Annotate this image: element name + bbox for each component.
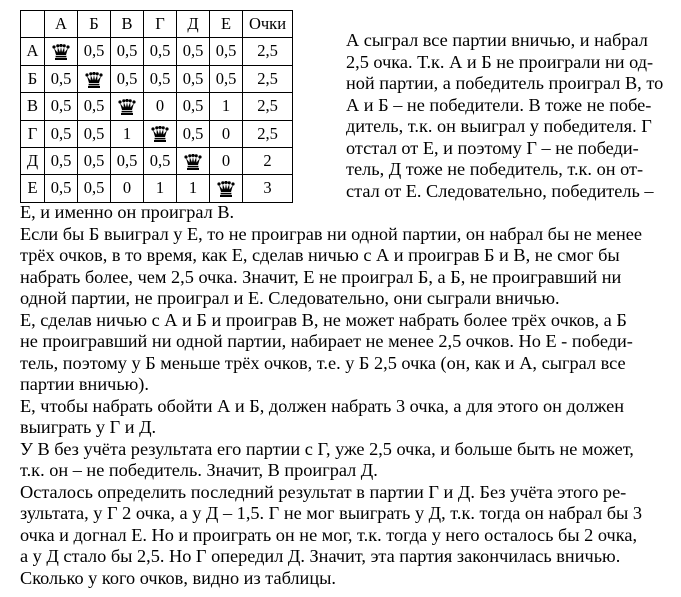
text-line: трёх очков, в то время, как Е, сделав ничью с А и проиграв Б и В, не смог бы — [20, 245, 620, 265]
table-header-cell — [21, 11, 45, 38]
table-row — [21, 38, 293, 65]
table-header-cell: А — [45, 11, 78, 38]
chess-queen-icon — [151, 126, 169, 142]
text-line: Сколько у кого очков, видно из таблицы. — [20, 567, 336, 588]
text-line: Осталось определить последний результат в партии Г и Д. Без учёта этого ре- — [20, 481, 627, 502]
table-cell: 0,5 — [177, 65, 210, 92]
text-line: одной партии, не проиграл и Е. Следовательно, они сыграли вничью. — [20, 288, 560, 308]
table-row — [21, 120, 293, 147]
chess-queen-icon — [118, 99, 136, 115]
text-line: зультата, у Г 2 очка, а у Д – 1,5. Г не мог выиграть у Д, т.к. тогда он набрал бы 3 — [20, 503, 643, 523]
row-points: 3 — [243, 175, 293, 202]
table-cell: 0 — [210, 147, 243, 174]
side-paragraph — [346, 30, 671, 202]
table-header-cell: Б — [78, 11, 111, 38]
table-cell: 0,5 — [45, 175, 78, 202]
chess-queen-icon — [85, 72, 103, 88]
table-cell: 0,5 — [177, 120, 210, 147]
table-cell: 0,5 — [144, 147, 177, 174]
text-line: Е, чтобы набрать обойти А и Б, должен набрать 3 очка, а для этого он должен — [20, 395, 625, 416]
table-cell: 0,5 — [144, 65, 177, 92]
table-cell: 0 — [210, 120, 243, 147]
row-player: Г — [21, 120, 45, 147]
row-points: 2,5 — [243, 38, 293, 65]
table-cell: 1 — [111, 120, 144, 147]
table-cell: 0,5 — [144, 38, 177, 65]
text-line: тель, Д тоже не победитель, т.к. он от- — [346, 159, 644, 179]
text-line: Е, сделав ничью с А и Б и проиграв В, не может набрать более трёх очков, а Б — [20, 309, 627, 330]
table-cell: 0,5 — [111, 65, 144, 92]
text-line: выиграть у Г и Д. — [20, 417, 157, 437]
table-header-cell: Г — [144, 11, 177, 38]
row-points: 2 — [243, 147, 293, 174]
row-player: А — [21, 38, 45, 65]
text-line: дитель, т.к. он выиграл у победителя. Г — [346, 116, 652, 136]
table-cell: 1 — [210, 93, 243, 120]
table-cell: 0,5 — [45, 120, 78, 147]
text-line: ной партии, а победитель проиграл В, то — [346, 73, 664, 93]
table-cell: 1 — [144, 175, 177, 202]
text-line: отстал от Е, и поэтому Г – не победи- — [346, 137, 639, 158]
row-player: Д — [21, 147, 45, 174]
table-cell: 0,5 — [78, 147, 111, 174]
table-cell: 0,5 — [45, 147, 78, 174]
table-header-cell: Е — [210, 11, 243, 38]
row-player: Е — [21, 175, 45, 202]
text-line: А сыграл все партии вничью, и набрал — [346, 30, 648, 50]
row-player: В — [21, 93, 45, 120]
table-cell: 0,5 — [78, 175, 111, 202]
text-line: Е, и именно он проиграл В. — [20, 202, 235, 222]
table-cell: 0,5 — [111, 147, 144, 174]
table-cell: 0,5 — [111, 38, 144, 65]
text-line: очка и догнал Е. Но и проиграть он не мог, т.к. тогда у него осталось бы 2 очка, — [20, 524, 638, 545]
text-line: не проигравший ни одной партии, набирает не менее 2,5 очков. Но Е - победи- — [20, 331, 633, 351]
table-cell — [177, 147, 210, 174]
row-points: 2,5 — [243, 65, 293, 92]
text-line: тель, поэтому у Б меньше трёх очков, т.е. у Б 2,5 очка (он, как и А, сыграл все — [20, 352, 626, 373]
table-cell: 1 — [177, 175, 210, 202]
table-row — [21, 147, 293, 174]
table-cell — [45, 38, 78, 65]
row-points: 2,5 — [243, 93, 293, 120]
table-row — [21, 93, 293, 120]
chess-queen-icon — [184, 154, 202, 170]
text-line: партии вничью). — [20, 374, 149, 394]
table-header-cell: Очки — [243, 11, 293, 38]
chess-queen-icon — [217, 181, 235, 197]
table-cell: 0,5 — [45, 65, 78, 92]
table-header-row — [21, 11, 293, 38]
text-line: а у Д стало бы 2,5. Но Г опередил Д. Значит, эта партия закончилась вничью. — [20, 546, 621, 566]
table-cell: 0,5 — [177, 93, 210, 120]
table-cell: 0,5 — [210, 38, 243, 65]
text-line: А и Б – не победители. В тоже не побе- — [346, 94, 652, 115]
table-header-cell: Д — [177, 11, 210, 38]
table-cell: 0,5 — [78, 38, 111, 65]
table-cell — [78, 65, 111, 92]
text-line: У В без учёта результата его партии с Г, уже 2,5 очка, и больше быть не может, — [20, 438, 634, 459]
table-cell — [210, 175, 243, 202]
table-header-cell: В — [111, 11, 144, 38]
table-cell: 0,5 — [45, 93, 78, 120]
text-line: набрать более, чем 2,5 очка. Значит, Е не проиграл Б, а Б, не проигравший ни — [20, 266, 622, 287]
text-line: Если бы Б выиграл у Е, то не проиграв ни одной партии, он набрал бы не менее — [20, 223, 642, 244]
table-cell: 0,5 — [177, 38, 210, 65]
score-table — [20, 10, 293, 203]
table-cell: 0,5 — [210, 65, 243, 92]
table-cell: 0 — [144, 93, 177, 120]
table-cell: 0,5 — [78, 93, 111, 120]
text-line: стал от Е. Следовательно, победитель – — [346, 180, 654, 201]
chess-queen-icon — [52, 44, 70, 60]
table-row — [21, 175, 293, 202]
table-cell: 0,5 — [78, 120, 111, 147]
table-cell — [144, 120, 177, 147]
text-line: т.к. он – не победитель. Значит, В проиграл Д. — [20, 460, 378, 480]
table-cell — [111, 93, 144, 120]
row-player: Б — [21, 65, 45, 92]
row-points: 2,5 — [243, 120, 293, 147]
text-line: 2,5 очка. Т.к. А и Б не проиграли ни од- — [346, 51, 654, 72]
table-cell: 0 — [111, 175, 144, 202]
main-text — [20, 202, 672, 589]
table-row — [21, 65, 293, 92]
